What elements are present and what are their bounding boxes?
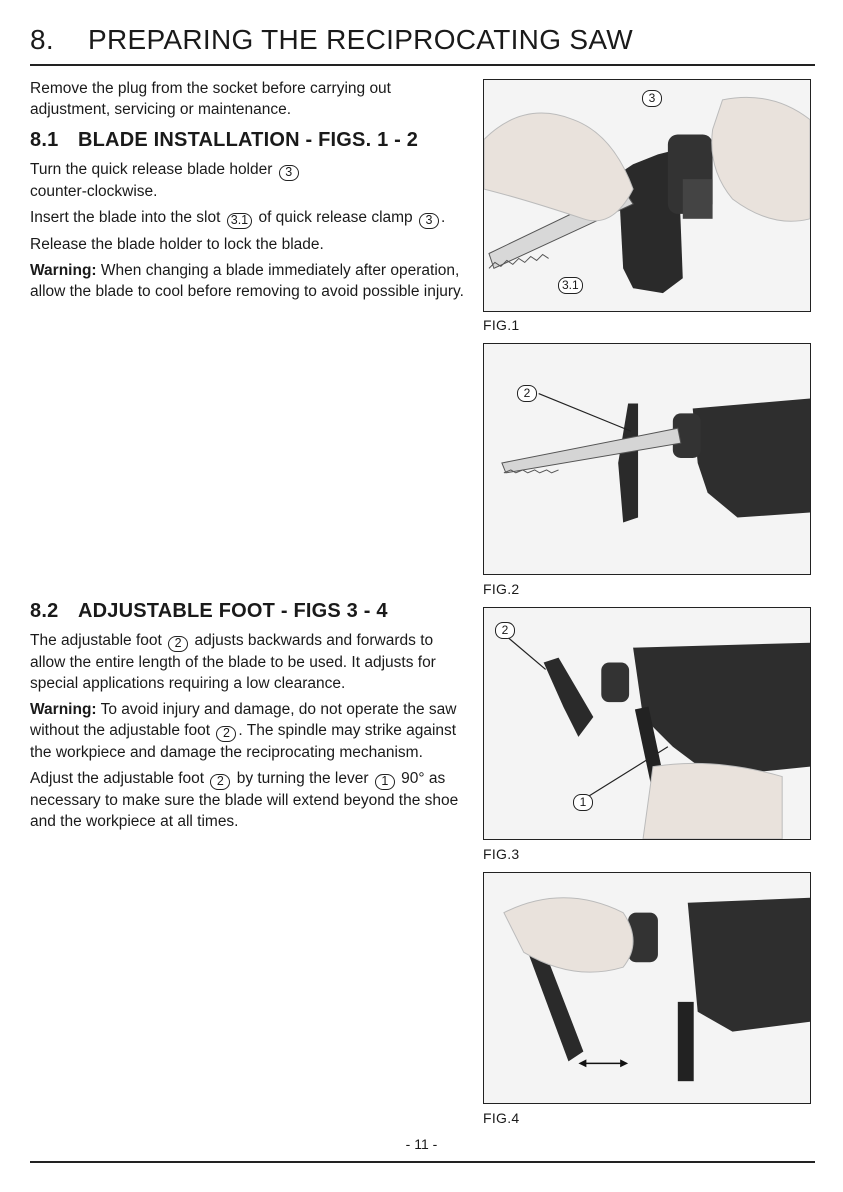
paragraph-8-1-release: Release the blade holder to lock the blade. — [30, 236, 324, 253]
footer-rule — [30, 1161, 815, 1163]
heading-8-1 — [30, 130, 470, 151]
warning-text: When changing a blade immediately after operation, allow the blade to cool before removing to avoid possible injury. — [30, 262, 464, 300]
text: Adjust the adjustable foot — [30, 770, 205, 787]
warning-label: Warning: — [30, 701, 97, 718]
callout-3: 3 — [419, 213, 439, 229]
text: To avoid injury and damage, do not operate the saw without the adjustable foot — [30, 701, 457, 739]
heading-8-2-number: 8.2 — [30, 600, 59, 622]
intro-text: Remove the plug from the socket before carrying out adjustment, servicing or maintenance. — [30, 80, 391, 118]
heading-8-1-text: BLADE INSTALLATION - FIGS. 1 - 2 — [78, 129, 419, 151]
callout-2: 2 — [216, 726, 236, 742]
text: Insert the blade into the slot — [30, 209, 221, 226]
section-number: 8. — [30, 24, 54, 55]
figure-3-illustration — [484, 608, 810, 839]
text: of quick release clamp — [258, 209, 413, 226]
figure-2-label: FIG.2 — [483, 581, 520, 597]
section-8-2-column — [30, 601, 470, 837]
figure-4-photo — [483, 872, 811, 1104]
section-8-1-column — [30, 78, 470, 307]
text: The adjustable foot — [30, 632, 162, 649]
figure-1-label: FIG.1 — [483, 317, 520, 333]
section-title: PREPARING THE RECIPROCATING SAW — [88, 24, 633, 55]
callout-2: 2 — [210, 774, 230, 790]
callout-3: 3 — [279, 165, 299, 181]
figure-2-callout-2: 2 — [517, 385, 537, 402]
text: 90° as necessary to make sure the blade will extend beyond the shoe and the workpiece at all times. — [30, 770, 459, 830]
paragraph-8-2-foot — [30, 630, 470, 694]
paragraph-8-2-adjust — [30, 768, 470, 832]
figure-2-photo — [483, 343, 811, 575]
text: Turn the quick release blade holder — [30, 161, 273, 178]
figure-3-callout-1: 1 — [573, 794, 593, 811]
callout-3-1: 3.1 — [227, 213, 252, 229]
callout-1: 1 — [375, 774, 395, 790]
figure-4-illustration — [484, 873, 810, 1103]
warning-label: Warning: — [30, 262, 97, 279]
warning-8-1 — [30, 260, 470, 302]
text: . The spindle may strike against the workpiece and damage the reciprocating mechanism. — [30, 722, 457, 761]
text: . — [440, 209, 446, 226]
figure-2-illustration — [484, 344, 810, 574]
paragraph-8-1-insert — [30, 207, 470, 229]
page-number: - 11 - — [405, 1136, 438, 1152]
figure-3-label: FIG.3 — [483, 846, 520, 862]
warning-8-2 — [30, 699, 470, 763]
figure-4-label: FIG.4 — [483, 1110, 520, 1126]
figure-1-illustration — [484, 80, 810, 311]
heading-8-2 — [30, 601, 470, 622]
figure-3-photo — [483, 607, 811, 840]
figure-1-callout-3: 3 — [642, 90, 662, 107]
figure-1-photo — [483, 79, 811, 312]
title-rule — [30, 64, 815, 66]
figure-1-callout-3-1: 3.1 — [558, 277, 583, 294]
callout-2: 2 — [168, 636, 188, 652]
page-title — [30, 24, 815, 56]
text: counter-clockwise. — [30, 183, 158, 200]
text: adjusts backwards and forwards to allow the entire length of the blade to be used. It adjusts for special applications requiring a low clearance. — [30, 632, 436, 692]
heading-8-2-text: ADJUSTABLE FOOT - FIGS 3 - 4 — [78, 600, 388, 622]
text: by turning the lever — [236, 770, 369, 787]
paragraph-8-1-turn — [30, 159, 470, 202]
heading-8-1-number: 8.1 — [30, 129, 59, 151]
figure-3-callout-2: 2 — [495, 622, 515, 639]
